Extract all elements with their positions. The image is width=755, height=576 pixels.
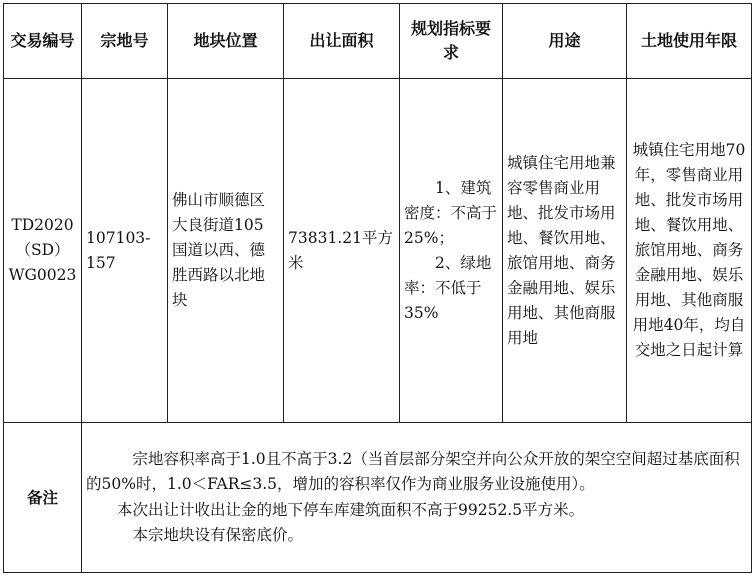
header-row [4, 4, 752, 79]
header-term: 土地使用年限 [627, 4, 752, 79]
cell-term: 城镇住宅用地70年，零售商业用地、批发市场用地、餐饮用地、旅馆用地、商务金融用地、娱乐用地、其他商服用地40年，均自交地之日起计算 [627, 79, 752, 423]
plan-green-rate: 2、绿地率：不低于35% [404, 253, 492, 322]
cell-trade-no: TD2020（SD）WG0023 [4, 79, 82, 423]
cell-location: 佛山市顺德区大良街道105国道以西、德胜西路以北地块 [168, 79, 284, 423]
note-reserve-price: 本宗地块设有保密底价。 [132, 526, 304, 545]
note-far: 宗地容积率高于1.0且不高于3.2（当首层部分架空并向公众开放的架空空间超过基底面积的50%时，1.0＜FAR≤3.5，增加的容积率仅作为商业服务业设施使用）。 [86, 449, 740, 494]
note-content [82, 423, 752, 573]
cell-usage: 城镇住宅用地兼容零售商业用地、批发市场用地、餐饮用地、旅馆用地、商务金融用地、娱乐用地、其他商服用地 [503, 79, 627, 423]
header-trade-no: 交易编号 [4, 4, 82, 79]
cell-area: 73831.21平方米 [284, 79, 400, 423]
cell-parcel-no: 107103-157 [82, 79, 168, 423]
note-label: 备注 [4, 423, 82, 573]
header-location: 地块位置 [168, 4, 284, 79]
header-usage: 用途 [503, 4, 627, 79]
plan-density: 1、建筑密度：不高于25%； [404, 178, 498, 247]
header-plan: 规划指标要求 [400, 4, 503, 79]
cell-plan [400, 79, 503, 423]
header-parcel-no: 宗地号 [82, 4, 168, 79]
land-transfer-table [3, 3, 752, 573]
note-row [4, 423, 752, 573]
note-parking: 本次出让计收出让金的地下停车库建筑面积不高于99252.5平方米。 [117, 500, 585, 519]
table-row [4, 79, 752, 423]
header-area: 出让面积 [284, 4, 400, 79]
